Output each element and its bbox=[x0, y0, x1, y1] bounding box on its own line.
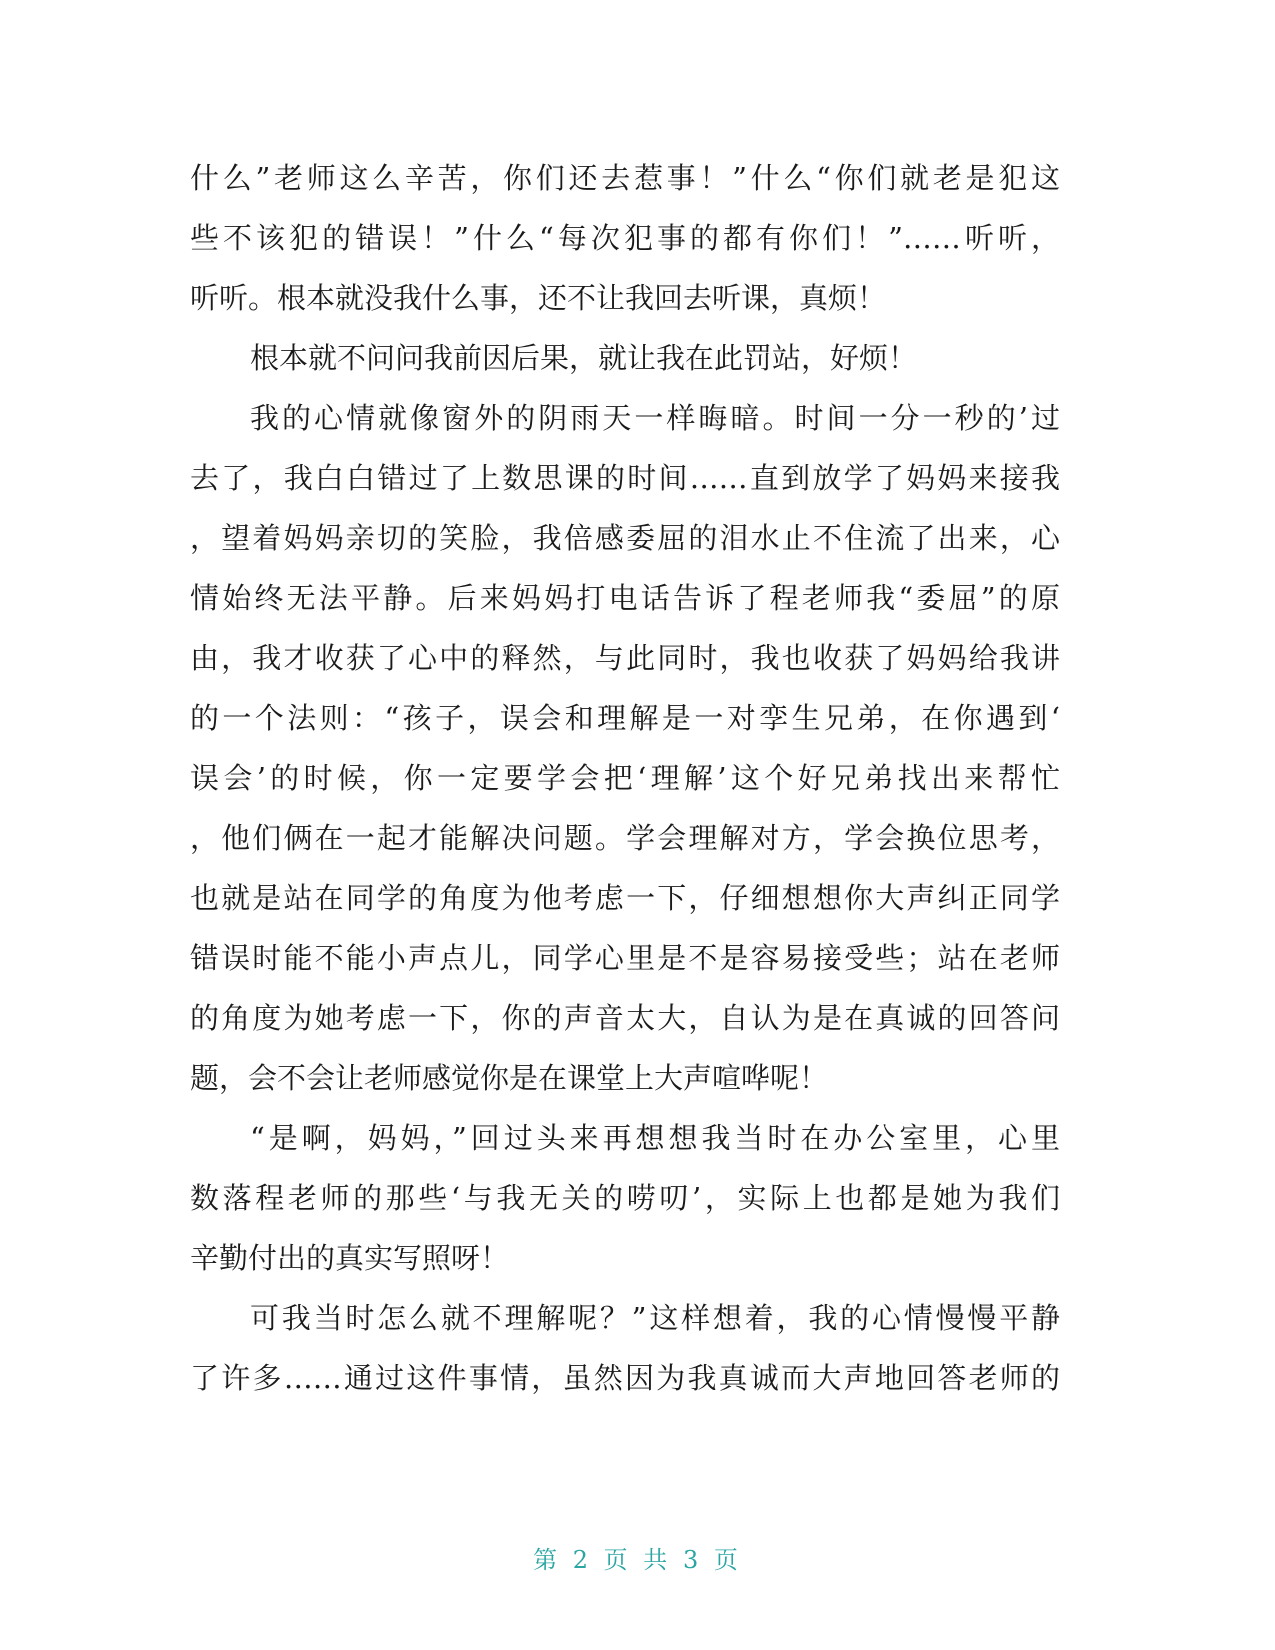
text-line: 也就是站在同学的角度为他考虑一下，仔细想想你大声纠正同学 bbox=[190, 881, 1060, 915]
text-line: 些不该犯的错误！”什么“每次犯事的都有你们！”……听听， bbox=[190, 221, 1060, 255]
text-line: 了许多……通过这件事情，虽然因为我真诚而大声地回答老师的 bbox=[190, 1361, 1060, 1395]
text-line: ，他们俩在一起才能解决问题。学会理解对方，学会换位思考， bbox=[190, 821, 1060, 855]
text-line: 根本就不问问我前因后果，就让我在此罚站，好烦！ bbox=[250, 341, 918, 375]
text-line: 题，会不会让老师感觉你是在课堂上大声喧哗呢！ bbox=[190, 1061, 829, 1095]
text-line: 由，我才收获了心中的释然，与此同时，我也收获了妈妈给我讲 bbox=[190, 641, 1060, 675]
text-line: 什么”老师这么辛苦，你们还去惹事！”什么“你们就老是犯这 bbox=[190, 161, 1060, 195]
page-number-footer: 第 2 页 共 3 页 bbox=[533, 1546, 742, 1574]
text-line: 情始终无法平静。后来妈妈打电话告诉了程老师我“委屈”的原 bbox=[190, 581, 1060, 615]
text-line: 我的心情就像窗外的阴雨天一样晦暗。时间一分一秒的’过 bbox=[250, 401, 1060, 435]
text-line: 错误时能不能小声点儿，同学心里是不是容易接受些；站在老师 bbox=[190, 941, 1060, 975]
body-text bbox=[190, 148, 1060, 1408]
text-line: 的角度为她考虑一下，你的声音太大，自认为是在真诚的回答问 bbox=[190, 1001, 1060, 1035]
text-line: 误会’的时候，你一定要学会把‘理解’这个好兄弟找出来帮忙 bbox=[190, 761, 1060, 795]
text-line: 去了，我白白错过了上数思课的时间……直到放学了妈妈来接我 bbox=[190, 461, 1060, 495]
text-line: ，望着妈妈亲切的笑脸，我倍感委屈的泪水止不住流了出来，心 bbox=[190, 521, 1060, 555]
text-line: “是啊，妈妈，”回过头来再想想我当时在办公室里，心里 bbox=[250, 1121, 1060, 1155]
text-line: 的一个法则：“孩子，误会和理解是一对孪生兄弟，在你遇到‘ bbox=[190, 701, 1060, 735]
text-line: 可我当时怎么就不理解呢？”这样想着，我的心情慢慢平静 bbox=[250, 1301, 1060, 1335]
text-line: 数落程老师的那些‘与我无关的唠叨’，实际上也都是她为我们 bbox=[190, 1181, 1060, 1215]
text-line: 辛勤付出的真实写照呀！ bbox=[190, 1241, 510, 1275]
text-line: 听听。根本就没我什么事，还不让我回去听课，真烦！ bbox=[190, 281, 887, 315]
